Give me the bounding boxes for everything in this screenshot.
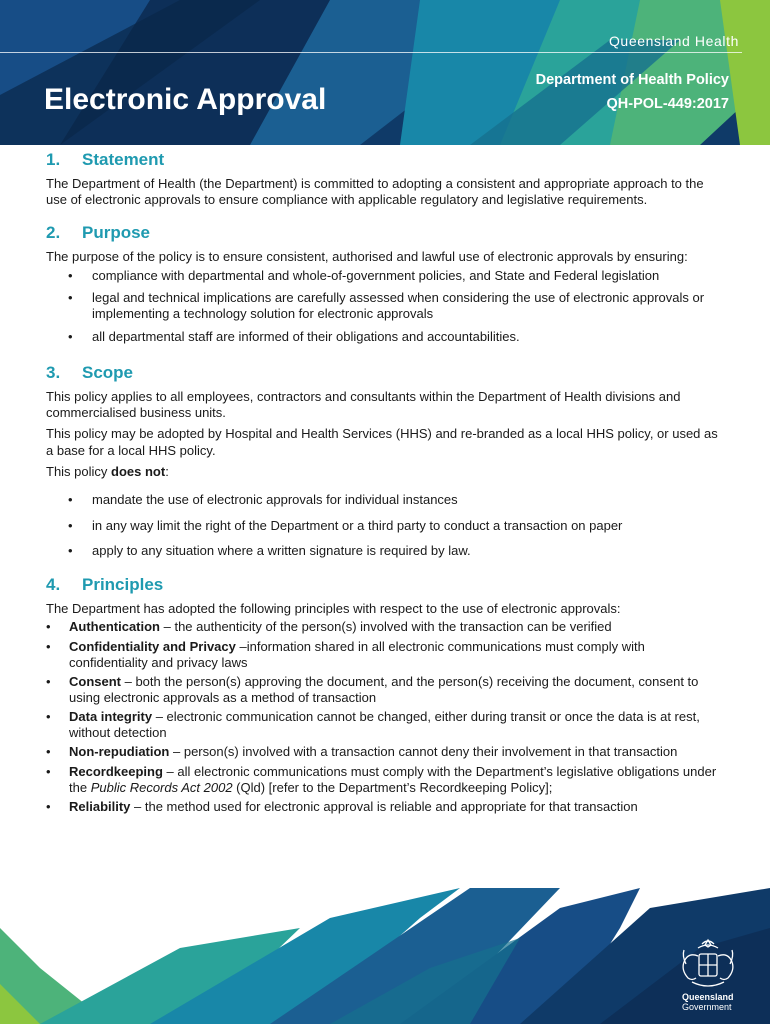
footer-graphic [0,888,770,1024]
queensland-health-brand: Queensland Health [608,33,739,49]
section-heading-scope [46,361,726,385]
principle-term: Confidentiality and Privacy [69,638,236,654]
list-item [46,674,726,705]
list-item: • apply to any situation where a written signature is required by law. [46,543,726,559]
principle-text: – the authenticity of the person(s) involved with the transaction can be verified [160,619,612,635]
section-heading-purpose [46,221,726,245]
principle-text: – both the person(s) approving the document, and the person(s) receiving the document, consent to using electronic approvals as a method of transaction [69,674,699,705]
purpose-intro: The purpose of the policy is to ensure consistent, authorised and lawful use of electronic approvals by ensuring: [46,249,688,265]
section-heading-principles [46,573,726,597]
header-rule [0,52,742,53]
scope-p3-suffix: : [165,464,169,480]
statement-text: The Department of Health (the Department) is committed to adopting a consistent and appropriate approach to the use of electronic approvals to ensure compliance with applicable regulatory and legislative requirements. [46,176,704,207]
section-number: 4. [46,574,61,594]
principle-text: –information shared in all electronic communications must comply with confidentiality and privacy laws [69,638,645,670]
principle-text: – the method used for electronic approval is reliable and appropriate for that transaction [130,799,638,815]
crest-label-line2: Government [682,1002,732,1012]
scope-paragraph-2: This policy may be adopted by Hospital and Health Services (HHS) and re-branded as a local HHS policy, or used as a base for a local HHS policy. [46,426,718,459]
header-banner [0,0,770,145]
principle-text: – person(s) involved with a transaction cannot deny their involvement in that transaction [169,744,678,760]
section-title: Statement [82,150,165,169]
scope-p3-prefix: This policy [46,464,112,480]
principle-term: Consent [69,674,121,690]
principles-list [46,619,726,815]
scope-exclusions-list [46,492,726,559]
section-heading-statement [46,148,726,172]
section-number: 3. [46,363,61,383]
list-item [46,709,726,740]
document-type: Department of Health Policy [535,72,729,88]
list-item [46,619,726,635]
list-item: • all departmental staff are informed of their obligations and accountabilities. [46,329,726,345]
crest-label-line1: Queensland [682,992,734,1002]
list-item [46,744,726,760]
scope-paragraph-3 [46,464,726,480]
list-item: • compliance with departmental and whole-of-government policies, and State and Federal legislation [46,268,726,284]
list-item: • mandate the use of electronic approvals for individual instances [46,492,726,508]
principle-text-cont: (Qld) [refer to the Department’s Recordkeeping Policy]; [232,779,553,795]
principle-text: – electronic communication cannot be changed, either during transit or once the data is at rest, without detection [69,709,700,740]
section-title: Purpose [82,223,151,243]
principle-term: Data integrity [69,709,153,725]
principles-intro: The Department has adopted the following principles with respect to the use of electronic approvals: [46,600,621,616]
document-body [46,148,726,819]
principle-term: Reliability [69,799,131,815]
page-title: Electronic Approval [44,83,327,116]
list-item [46,799,726,815]
list-item [46,764,726,795]
list-item: • legal and technical implications are carefully assessed when considering the use of electronic approvals or implementing a technology solution for electronic approvals [46,290,726,321]
principle-term: Recordkeeping [69,764,163,780]
document-number: QH-POL-449:2017 [606,96,729,112]
scope-paragraph-1: This policy applies to all employees, contractors and consultants within the Department of Health divisions and commercialised business units. [46,389,681,420]
section-number: 1. [46,150,61,169]
section-title: Scope [82,363,134,383]
principle-text: – all electronic communications must comply with the Department’s legislative obligations under the [69,764,717,795]
principle-term: Non-repudiation [69,744,170,760]
scope-does-not: does not [111,464,166,480]
act-title: Public Records Act 2002 [90,779,233,795]
list-item: • in any way limit the right of the Department or a third party to conduct a transaction on paper [46,518,726,534]
section-title: Principles [82,574,164,594]
footer-banner [0,888,770,1024]
principle-term: Authentication [69,619,160,635]
list-item [46,639,726,670]
purpose-list [46,268,726,344]
section-number: 2. [46,223,61,243]
